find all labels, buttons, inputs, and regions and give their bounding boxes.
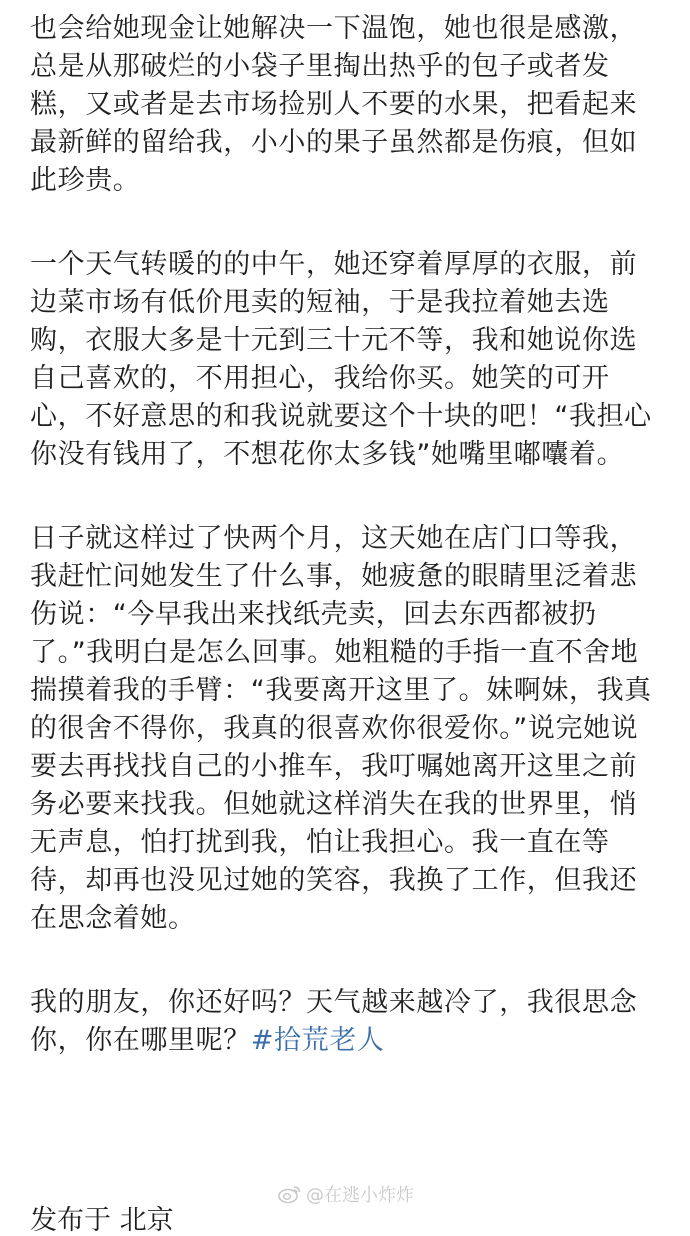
text-line: 糕，又或者是去市场捡别人不要的水果，把看起来 [30,89,638,120]
text-line: 边菜市场有低价甩卖的短袖，于是我拉着她去选 [30,287,610,318]
text-line: 揣摸着我的手臂：“我要离开这里了。妹啊妹，我真 [30,675,652,706]
text-line: 自己喜欢的，不用担心，我给你买。她笑的可开 [30,363,610,394]
watermark-text: @在逃小炸炸 [306,1185,414,1206]
paragraph-1 [30,10,670,200]
text-line: 此珍贵。 [30,165,141,196]
weibo-watermark [278,1184,414,1208]
text-line: 你没有钱用了，不想花你太多钱”她嘴里嘟囔着。 [30,439,625,470]
text-line: 我的朋友，你还好吗？天气越来越冷了，我很思念 [30,987,638,1018]
weibo-icon [278,1184,302,1204]
text-line: 一个天气转暖的的中午，她还穿着厚厚的衣服，前 [30,249,638,280]
text-line: 伤说：“今早我出来找纸壳卖，回去东西都被扔 [30,599,597,630]
post-body [30,10,670,1106]
text-line: 的很舍不得你，我真的很喜欢你很爱你。”说完她说 [30,713,639,744]
hashtag-link[interactable]: #拾荒老人 [250,1025,385,1056]
text-line: 无声息，怕打扰到我，怕让我担心。我一直在等 [30,827,610,858]
text-line: 购，衣服大多是十元到三十元不等，我和她说你选 [30,325,638,356]
paragraph-2 [30,246,670,474]
text-line: 总是从那破烂的小袋子里掏出热乎的包子或者发 [30,51,610,82]
cutoff-footer-text: 发布于 北京 [30,1205,174,1236]
text-line: 也会给她现金让她解决一下温饱，她也很是感激， [30,13,638,44]
paragraph-3 [30,520,670,938]
text-line: 最新鲜的留给我，小小的果子虽然都是伤痕，但如 [30,127,638,158]
text-line-with-hashtag [30,1022,670,1060]
text-line: 了。”我明白是怎么回事。她粗糙的手指一直不舍地 [30,637,639,668]
text-fragment: 你，你在哪里呢？ [30,1025,251,1056]
text-line: 务必要来找我。但她就这样消失在我的世界里，悄 [30,789,638,820]
text-line: 我赶忙问她发生了什么事，她疲惫的眼睛里泛着悲 [30,561,638,592]
text-line: 在思念着她。 [30,903,196,934]
text-line: 要去再找找自己的小推车，我叮嘱她离开这里之前 [30,751,638,782]
text-line: 心，不好意思的和我说就要这个十块的吧！“我担心 [30,401,652,432]
paragraph-4 [30,984,670,1060]
text-line: 待，却再也没见过她的笑容，我换了工作，但我还 [30,865,638,896]
text-line: 日子就这样过了快两个月，这天她在店门口等我， [30,523,638,554]
